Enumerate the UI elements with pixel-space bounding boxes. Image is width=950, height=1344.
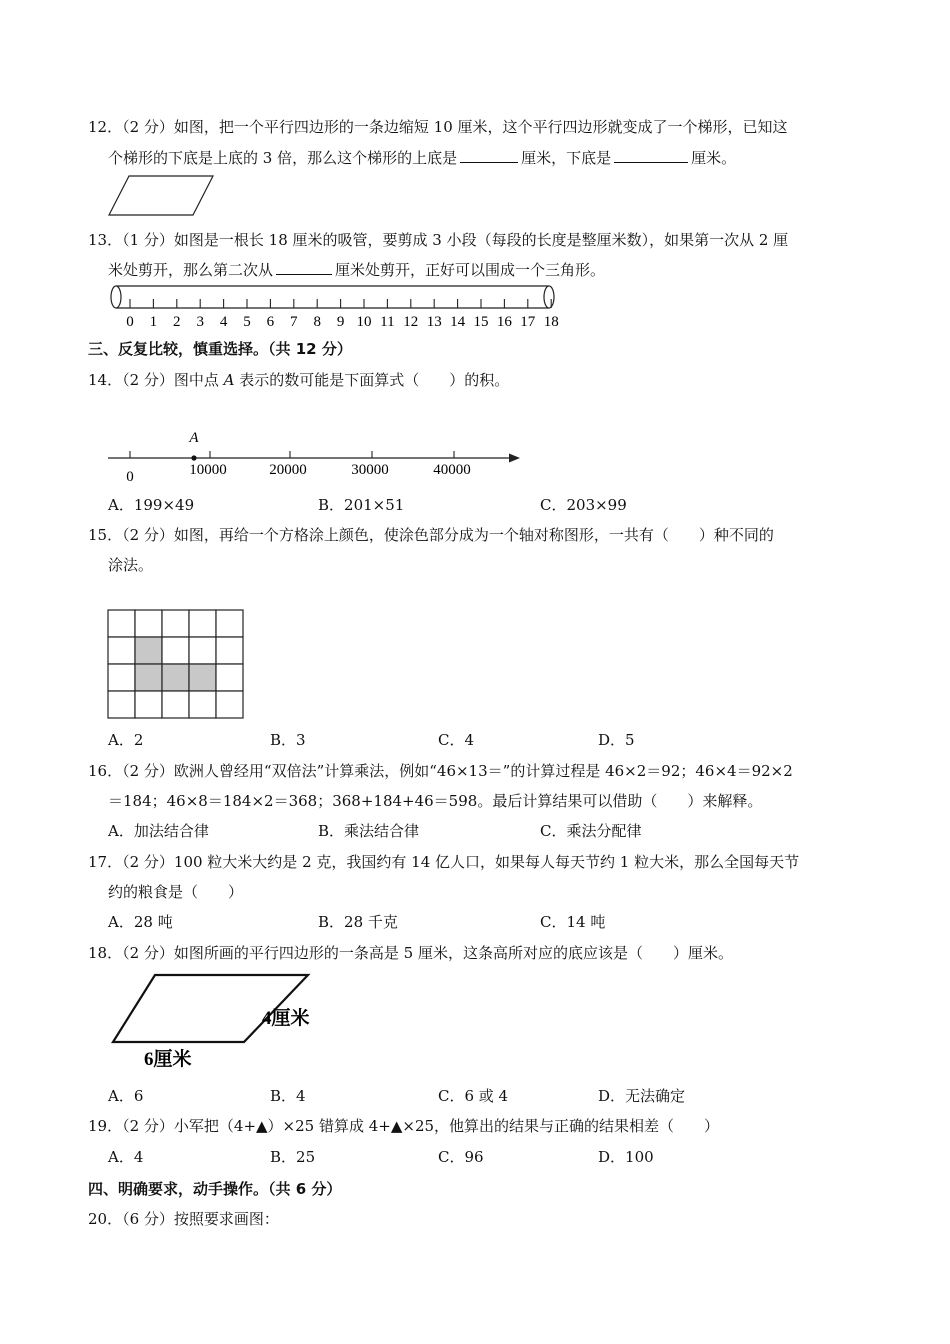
ruler-tick-label: 11	[380, 314, 395, 330]
grid-cell	[135, 691, 162, 718]
q18-parallelogram-figure	[100, 968, 340, 1078]
q19-option-a[interactable]: A．4	[108, 1148, 144, 1166]
side-length-label: 4厘米	[262, 1008, 310, 1029]
grid-cell	[189, 637, 216, 664]
q16-line2: ＝184；46×8＝184×2＝368；368+184+46＝598。最后计算结果可以借助（ ）来解释。	[108, 792, 763, 810]
q17-line1: 17．（2 分）100 粒大米大约是 2 克，我国约有 14 亿人口，如果每人每天节约 1 粒大米，那么全国每天节	[88, 853, 800, 871]
ruler-tick-label: 1	[149, 314, 158, 330]
ruler-tick-label: 14	[450, 314, 466, 330]
q14-option-a[interactable]: A．199×49	[108, 496, 195, 514]
q14-stem	[88, 370, 509, 390]
q16-option-c[interactable]: C．乘法分配律	[540, 822, 642, 840]
ruler-tick-label: 9	[336, 314, 345, 330]
grid-cell	[108, 610, 135, 637]
grid-cell	[216, 664, 243, 691]
grid-cell	[108, 664, 135, 691]
number-line-label: 30000	[351, 462, 389, 478]
q17-option-c[interactable]: C．14 吨	[540, 913, 606, 931]
straw-right-end	[544, 286, 554, 308]
ruler-tick-label: 13	[426, 314, 442, 330]
q18-option-c[interactable]: C．6 或 4	[438, 1087, 509, 1105]
grid-cell	[162, 691, 189, 718]
grid-cell-shaded	[189, 664, 216, 691]
grid-cell-shaded	[162, 664, 189, 691]
q14-option-c[interactable]: C．203×99	[540, 496, 627, 514]
grid-cell	[216, 637, 243, 664]
ruler-tick-label: 17	[520, 314, 536, 330]
q13-line2	[108, 260, 605, 280]
q12-parallelogram-figure	[100, 170, 220, 220]
q15-grid-figure	[100, 604, 250, 722]
grid-cell	[108, 691, 135, 718]
grid-cell	[108, 637, 135, 664]
q12-line1: 12．（2 分）如图，把一个平行四边形的一条边缩短 10 厘米，这个平行四边形就变成了一个梯形，已知这	[88, 118, 788, 136]
q18-option-d[interactable]: D．无法确定	[598, 1087, 686, 1105]
ruler-tick-label: 6	[266, 314, 275, 330]
number-line-label: 20000	[269, 462, 307, 478]
q18-option-a[interactable]: A．6	[108, 1087, 144, 1105]
q13-text-a: 米处剪开，那么第二次从	[108, 261, 274, 279]
q16-line1: 16．（2 分）欧洲人曾经用“双倍法”计算乘法，例如“46×13＝”的计算过程是 46×2＝92；46×4＝92×2	[88, 762, 793, 780]
grid-cell	[135, 610, 162, 637]
q16-option-a[interactable]: A．加法结合律	[108, 822, 209, 840]
section4-heading: 四、明确要求，动手操作。（共 6 分）	[88, 1180, 342, 1198]
q12-blank-top[interactable]	[460, 148, 518, 163]
q17-option-a[interactable]: A．28 吨	[108, 913, 173, 931]
q12-text-b: 厘米，下底是	[521, 149, 612, 167]
q14-point-label: A	[223, 371, 235, 389]
grid-cell	[216, 610, 243, 637]
q19-option-d[interactable]: D．100	[598, 1148, 654, 1166]
straw-tube	[111, 286, 554, 308]
ruler-tick-label: 3	[196, 314, 204, 330]
ruler-tick-label: 2	[173, 314, 181, 330]
q17-option-b[interactable]: B．28 千克	[318, 913, 398, 931]
q20-line1: 20．（6 分）按照要求画图：	[88, 1210, 279, 1228]
number-line-label: 10000	[189, 462, 227, 478]
q19-option-c[interactable]: C．96	[438, 1148, 484, 1166]
grid-cell	[162, 637, 189, 664]
q15-option-b[interactable]: B．3	[270, 731, 306, 749]
grid-cell	[216, 691, 243, 718]
grid-cell	[162, 610, 189, 637]
q15-line2: 涂法。	[108, 556, 154, 574]
q13-blank[interactable]	[276, 260, 332, 275]
q13-straw-ruler	[100, 282, 570, 332]
q13-text-b: 厘米处剪开，正好可以围成一个三角形。	[335, 261, 606, 279]
q19-option-b[interactable]: B．25	[270, 1148, 316, 1166]
q13-line1: 13．（1 分）如图是一根长 18 厘米的吸管，要剪成 3 小段（每段的长度是整厘米数），如果第一次从 2 厘	[88, 231, 789, 249]
point-a-dot	[191, 455, 196, 460]
q15-option-c[interactable]: C．4	[438, 731, 475, 749]
parallelogram-shape	[109, 176, 213, 215]
q12-text-c: 厘米。	[691, 149, 737, 167]
ruler-tick-label: 15	[473, 314, 489, 330]
ruler-tick-label: 4	[219, 314, 228, 330]
q17-line2: 约的粮食是（ ）	[108, 883, 244, 901]
q12-blank-bottom[interactable]	[614, 148, 688, 163]
ruler-tick-label: 0	[126, 314, 134, 330]
grid-cell-shaded	[135, 637, 162, 664]
q14-option-b[interactable]: B．201×51	[318, 496, 405, 514]
ruler-tick-label: 7	[290, 314, 298, 330]
ruler-tick-label: 8	[313, 314, 321, 330]
ruler-tick-label: 12	[403, 314, 419, 330]
number-line-label: 40000	[433, 462, 471, 478]
section3-heading: 三、反复比较，慎重选择。（共 12 分）	[88, 340, 352, 358]
grid-cell	[189, 691, 216, 718]
ruler-tick-label: 18	[543, 314, 559, 330]
q14-stem-b: 表示的数可能是下面算式（ ）的积。	[234, 371, 510, 389]
grid-cell-shaded	[135, 664, 162, 691]
q18-option-b[interactable]: B．4	[270, 1087, 306, 1105]
q14-number-line	[100, 420, 530, 485]
q12-line2	[108, 148, 736, 168]
number-line-label: 0	[126, 469, 134, 485]
base-length-label: 6厘米	[144, 1049, 192, 1070]
ruler-tick-label: 16	[496, 314, 512, 330]
q15-option-d[interactable]: D．5	[598, 731, 635, 749]
q14-stem-a: 14．（2 分）图中点	[88, 371, 224, 389]
grid-cell	[189, 610, 216, 637]
q15-line1: 15．（2 分）如图，再给一个方格涂上颜色，使涂色部分成为一个轴对称图形，一共有（ ）种不同的	[88, 526, 774, 544]
ruler-tick-label: 5	[243, 314, 251, 330]
ruler-tick-label: 10	[356, 314, 372, 330]
straw-left-end	[111, 286, 121, 308]
q16-option-b[interactable]: B．乘法结合律	[318, 822, 420, 840]
q15-option-a[interactable]: A．2	[108, 731, 144, 749]
q19-line1: 19．（2 分）小军把（4+▲）×25 错算成 4+▲×25，他算出的结果与正确的结果相差（ ）	[88, 1117, 720, 1135]
point-a-label: A	[189, 430, 199, 446]
q18-line1: 18．（2 分）如图所画的平行四边形的一条高是 5 厘米，这条高所对应的底应该是（ ）厘米。	[88, 944, 733, 962]
number-line-arrow	[509, 454, 520, 463]
q12-text-a: 个梯形的下底是上底的 3 倍，那么这个梯形的上底是	[108, 149, 458, 167]
